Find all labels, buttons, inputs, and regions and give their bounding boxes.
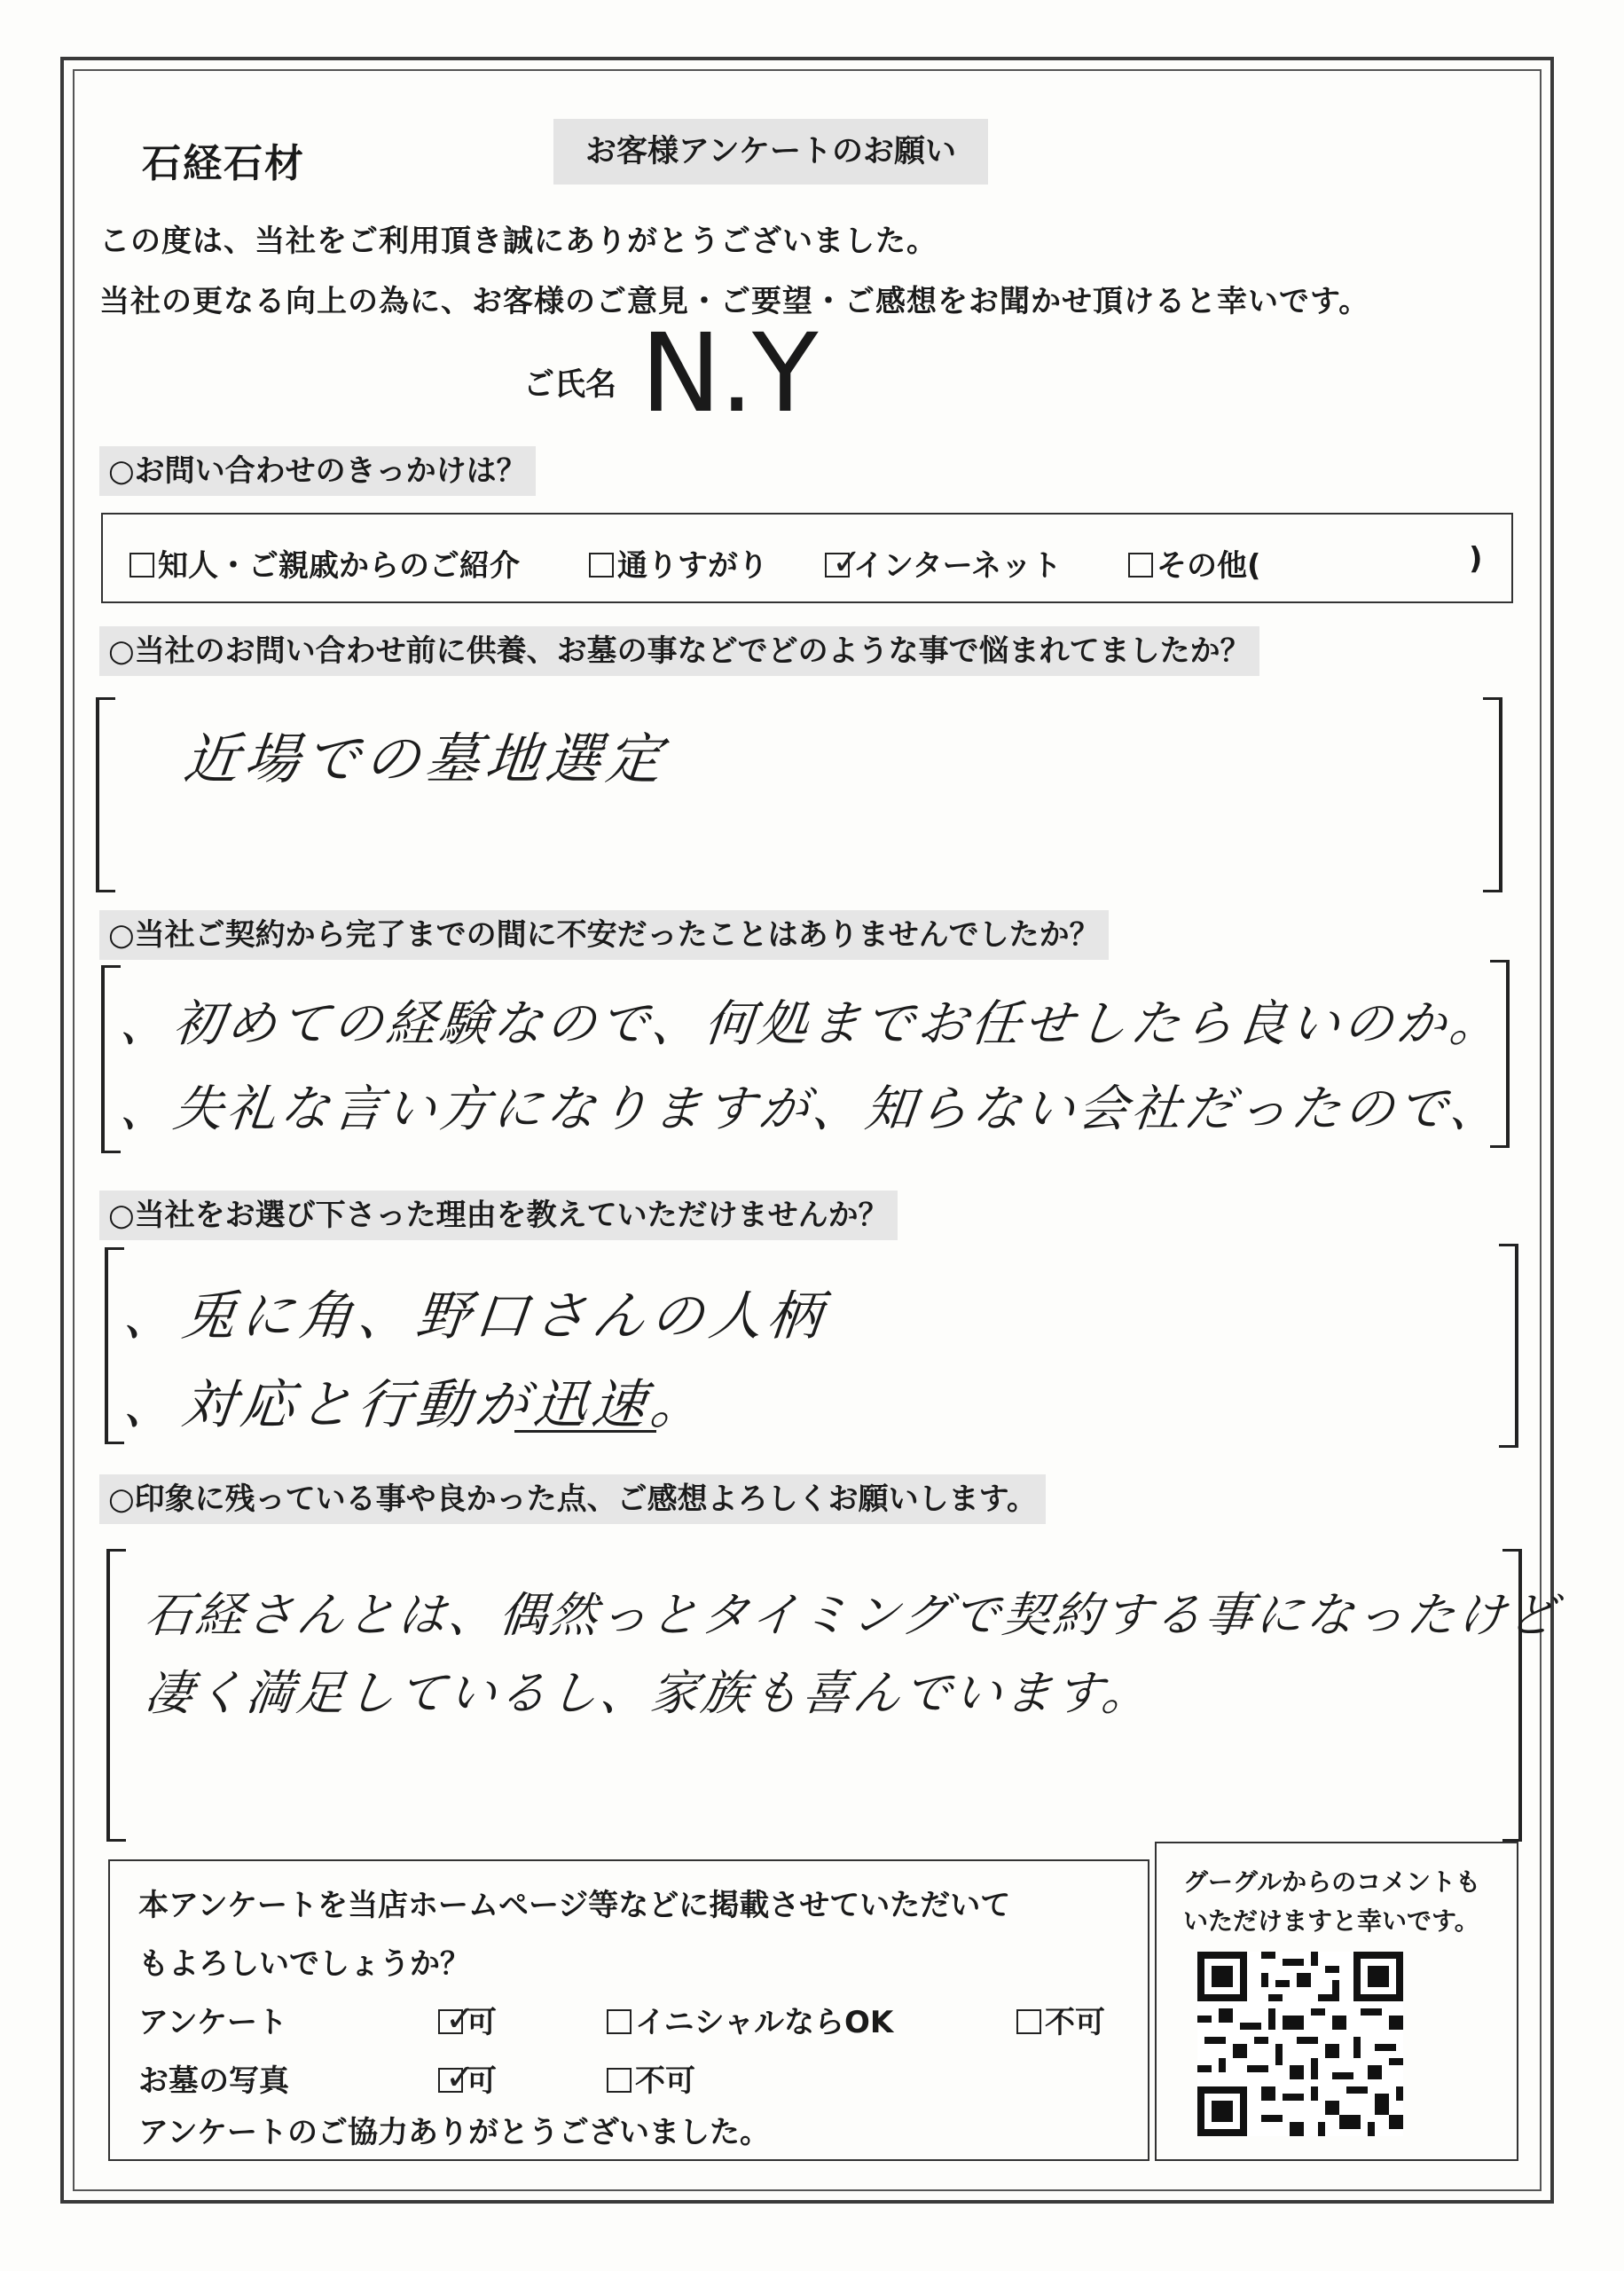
checkbox-checked-icon[interactable] <box>438 1999 475 2039</box>
checkbox-checked-icon[interactable] <box>825 542 862 583</box>
name-label: ご氏名 <box>523 367 617 403</box>
q3-heading: ○当社ご契約から完了までの間に不安だったことはありませんでしたか？ <box>99 910 1109 960</box>
survey-publish-option-deny[interactable]: 不可 <box>1016 1998 1105 2041</box>
thanks-text: アンケートのご協力ありがとうございました。 <box>138 2115 770 2150</box>
q4-answer-line-1: 、兎に角、野口さんの人柄 <box>120 1285 830 1348</box>
q5-answer-line-2: 凄く満足しているし、家族も喜んでいます。 <box>142 1665 1156 1721</box>
q4-bracket-right <box>1499 1244 1518 1448</box>
intro-line-2: 当社の更なる向上の為に、お客様のご意見・ご要望・ご感想をお聞かせ頂けると幸いです。 <box>99 284 1370 319</box>
grave-photo-option-allow[interactable]: ✓ 可 <box>438 2056 497 2100</box>
checkmark-icon: ✓ <box>445 2057 475 2098</box>
q3-answer-line-1: 、初めての経験なので、何処までお任せしたら良いのか。 <box>117 995 1506 1053</box>
q3-answer-line-2: 、失礼な言い方になりますが、知らない会社だったので、 <box>117 1080 1506 1138</box>
survey-publish-option-allow[interactable]: ✓ 可 <box>438 1998 497 2041</box>
q2-bracket-right <box>1483 697 1502 892</box>
checkmark-icon: ✓ <box>445 1999 475 2039</box>
qr-code-icon[interactable] <box>1197 1952 1403 2136</box>
q4-answer-line-2: 、対応と行動が迅速。 <box>120 1374 713 1436</box>
google-comment-box <box>1155 1842 1518 2161</box>
grave-photo-label: お墓の写真 <box>138 2063 289 2099</box>
q1-close-paren: ) <box>1469 541 1483 577</box>
q1-option-referral[interactable]: 知人・ご親戚からのご紹介 <box>129 541 520 585</box>
checkbox-checked-icon[interactable] <box>438 2057 475 2098</box>
q2-bracket-left <box>96 697 115 892</box>
q4-underline <box>514 1430 656 1433</box>
google-comment-line-1: グーグルからのコメントも <box>1183 1867 1481 1897</box>
q1-options-box <box>101 513 1513 603</box>
q5-answer-line-1: 石経さんとは、偶然っとタイミングで契約する事になったけど <box>142 1587 1562 1643</box>
google-comment-line-2: いただけますと幸いです。 <box>1183 1906 1479 1936</box>
checkmark-icon: ✓ <box>832 542 862 583</box>
company-name: 石経石材 <box>142 141 305 186</box>
survey-publish-option-initials[interactable]: イニシャルならOK <box>607 1998 893 2041</box>
checkbox-icon[interactable] <box>607 2068 632 2093</box>
survey-title: お客様アンケートのお願い <box>553 119 988 185</box>
checkbox-icon[interactable] <box>1128 553 1153 578</box>
q4-heading: ○当社をお選び下さった理由を教えていただけませんか？ <box>99 1191 898 1240</box>
checkbox-icon[interactable] <box>129 553 154 578</box>
publish-permission-box <box>108 1859 1149 2161</box>
q1-option-other[interactable]: その他( <box>1128 541 1261 585</box>
checkbox-icon[interactable] <box>1016 2009 1041 2034</box>
q2-answer-line-1: 近場での墓地選定 <box>180 727 671 791</box>
survey-publish-label: アンケート <box>138 2005 287 2040</box>
intro-line-1: この度は、当社をご利用頂き誠にありがとうございました。 <box>99 224 938 259</box>
q1-heading: ○お問い合わせのきっかけは？ <box>99 446 536 496</box>
q2-heading: ○当社のお問い合わせ前に供養、お墓の事などでどのような事で悩まれてましたか？ <box>99 626 1259 676</box>
publish-question-line-2: もよろしいでしょうか？ <box>138 1946 470 1982</box>
q5-bracket-left <box>106 1549 126 1842</box>
checkbox-icon[interactable] <box>589 553 614 578</box>
name-value: N.Y <box>640 310 817 436</box>
checkbox-icon[interactable] <box>607 2009 632 2034</box>
q1-option-passing-by[interactable]: 通りすがり <box>589 541 768 585</box>
publish-question-line-1: 本アンケートを当店ホームページ等などに掲載させていただいて <box>138 1888 1011 1923</box>
q1-option-internet[interactable]: ✓ インターネット <box>825 541 1062 585</box>
q5-heading: ○印象に残っている事や良かった点、ご感想よろしくお願いします。 <box>99 1474 1046 1524</box>
grave-photo-option-deny[interactable]: 不可 <box>607 2056 695 2100</box>
